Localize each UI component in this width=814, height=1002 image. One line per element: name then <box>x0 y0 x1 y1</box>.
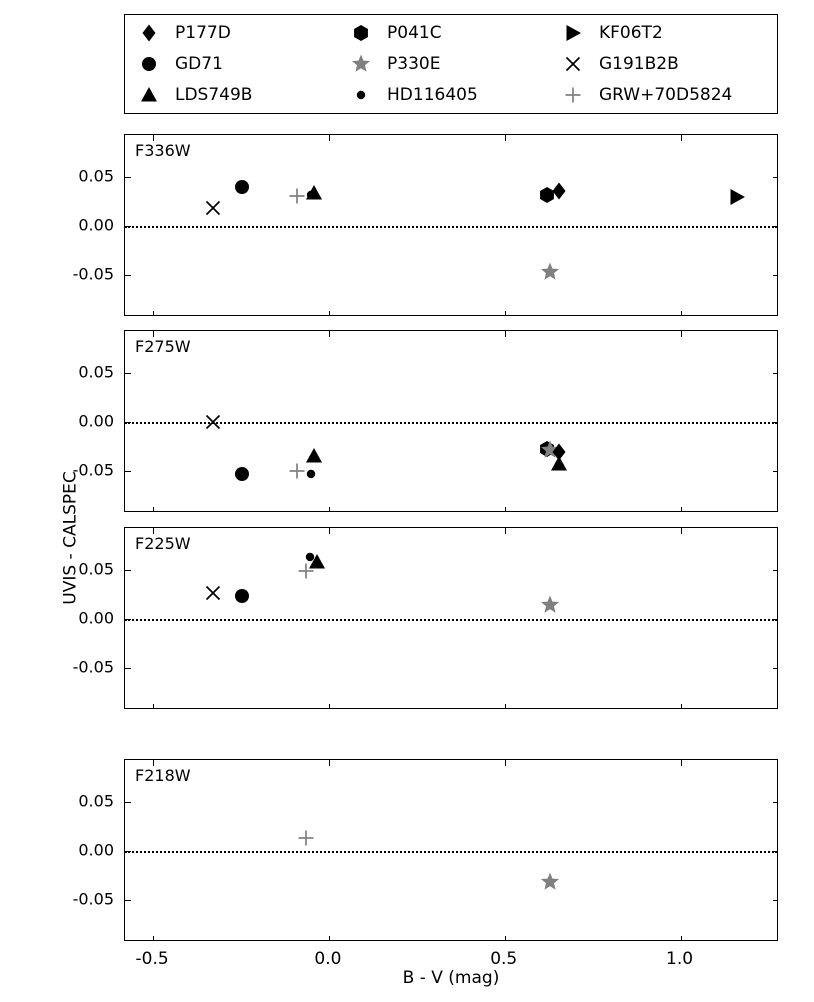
legend-label: P330E <box>387 53 441 74</box>
x-tick-mark <box>505 331 506 337</box>
x-tick-mark <box>505 311 506 315</box>
chart-panel-f336w <box>124 134 778 316</box>
legend-label: LDS749B <box>175 85 253 106</box>
x-tick-mark <box>681 936 682 940</box>
legend-entry <box>559 53 771 75</box>
y-tick-label: 0.00 <box>78 411 114 431</box>
legend-marker-hexagon-icon <box>347 22 375 44</box>
legend-label: G191B2B <box>599 53 679 74</box>
x-tick-mark <box>329 507 330 511</box>
legend-marker-circle-icon <box>135 53 163 75</box>
legend-label: HD116405 <box>387 85 478 106</box>
y-tick-mark <box>125 900 131 901</box>
y-tick-mark <box>773 373 777 374</box>
y-tick-mark <box>125 177 131 178</box>
legend-grid <box>125 15 777 113</box>
x-tick-label: 1.0 <box>666 949 694 969</box>
panel-label: F218W <box>135 766 191 785</box>
y-tick-mark <box>773 471 777 472</box>
panel-label: F225W <box>135 534 191 553</box>
x-tick-mark <box>153 311 154 315</box>
y-tick-mark <box>125 471 131 472</box>
data-point-triangle-icon <box>303 182 325 204</box>
x-tick-label: 0.0 <box>314 949 342 969</box>
y-tick-mark <box>773 802 777 803</box>
x-axis-label: B - V (mag) <box>402 968 500 988</box>
y-tick-label: 0.00 <box>78 840 114 860</box>
legend-marker-x-icon <box>559 53 587 75</box>
y-tick-label: 0.05 <box>78 166 114 186</box>
legend-label: P041C <box>387 22 442 43</box>
chart-panel-f225w <box>124 527 778 709</box>
x-tick-mark <box>681 528 682 534</box>
legend-label: KF06T2 <box>599 22 663 43</box>
x-tick-mark <box>153 507 154 511</box>
y-tick-label: -0.05 <box>72 264 114 284</box>
legend-entry <box>135 84 347 106</box>
x-tick-mark <box>329 936 330 940</box>
legend-marker-diamond-icon <box>135 22 163 44</box>
y-tick-label: 0.05 <box>78 362 114 382</box>
x-tick-mark <box>329 331 330 337</box>
data-point-circle-icon <box>231 176 253 198</box>
y-tick-label: 0.00 <box>78 608 114 628</box>
y-axis-label: UVIS - CALSPEC <box>60 471 81 605</box>
data-point-triangle-icon <box>548 453 570 475</box>
data-point-diamond-icon <box>548 180 570 202</box>
zero-reference-line <box>125 851 777 853</box>
y-tick-mark <box>125 619 131 620</box>
x-tick-label: -0.5 <box>135 949 169 969</box>
y-tick-mark <box>125 275 131 276</box>
y-tick-mark <box>773 668 777 669</box>
x-tick-mark <box>505 760 506 766</box>
data-point-x-icon <box>202 197 224 219</box>
y-tick-mark <box>125 373 131 374</box>
x-tick-mark <box>505 936 506 940</box>
chart-panel-f218w <box>124 759 778 941</box>
y-tick-mark <box>773 422 777 423</box>
panel-plot-area <box>125 331 777 511</box>
legend-marker-plus-icon <box>559 84 587 106</box>
y-tick-mark <box>773 900 777 901</box>
y-tick-mark <box>773 619 777 620</box>
y-tick-label: 0.00 <box>78 215 114 235</box>
legend-entry <box>347 22 559 44</box>
y-tick-label: -0.05 <box>72 889 114 909</box>
y-tick-mark <box>773 275 777 276</box>
legend-entry <box>135 22 347 44</box>
y-tick-mark <box>773 177 777 178</box>
data-point-right-triangle-icon <box>726 186 748 208</box>
x-tick-mark <box>153 936 154 940</box>
y-tick-mark <box>125 851 131 852</box>
x-tick-mark <box>505 704 506 708</box>
x-tick-mark <box>681 331 682 337</box>
x-tick-mark <box>505 507 506 511</box>
y-tick-mark <box>773 226 777 227</box>
panel-plot-area <box>125 135 777 315</box>
chart-panel-f275w <box>124 330 778 512</box>
x-tick-mark <box>681 704 682 708</box>
chart-legend <box>124 14 778 114</box>
legend-marker-star-icon <box>347 53 375 75</box>
y-tick-mark <box>125 226 131 227</box>
legend-entry <box>559 84 771 106</box>
y-tick-mark <box>125 422 131 423</box>
data-point-circle-icon <box>231 463 253 485</box>
legend-entry <box>135 53 347 75</box>
data-point-star-icon <box>539 871 561 893</box>
x-tick-label: 0.5 <box>490 949 518 969</box>
panel-label: F275W <box>135 337 191 356</box>
x-tick-mark <box>505 528 506 534</box>
y-tick-label: 0.05 <box>78 559 114 579</box>
y-axis-label-wrapper <box>8 128 81 948</box>
data-point-triangle-icon <box>303 445 325 467</box>
y-tick-mark <box>773 851 777 852</box>
legend-entry <box>347 53 559 75</box>
y-tick-label: -0.05 <box>72 657 114 677</box>
panel-plot-area <box>125 528 777 708</box>
data-point-star-icon <box>539 594 561 616</box>
x-tick-mark <box>329 311 330 315</box>
zero-reference-line <box>125 226 777 228</box>
y-tick-mark <box>773 570 777 571</box>
data-point-star-icon <box>539 261 561 283</box>
x-tick-mark <box>681 507 682 511</box>
x-tick-mark <box>681 135 682 141</box>
x-tick-mark <box>329 528 330 534</box>
data-point-x-icon <box>202 411 224 433</box>
data-point-x-icon <box>202 582 224 604</box>
legend-marker-right-triangle-icon <box>559 22 587 44</box>
y-tick-label: 0.05 <box>78 791 114 811</box>
data-point-small-circle-icon <box>300 463 322 485</box>
x-tick-mark <box>681 760 682 766</box>
x-tick-mark <box>681 311 682 315</box>
data-point-triangle-icon <box>306 551 328 573</box>
x-tick-mark <box>329 135 330 141</box>
x-tick-mark <box>153 704 154 708</box>
legend-entry <box>559 22 771 44</box>
legend-marker-small-circle-icon <box>347 84 375 106</box>
data-point-plus-icon <box>295 827 317 849</box>
y-tick-mark <box>125 668 131 669</box>
zero-reference-line <box>125 619 777 621</box>
y-tick-label: -0.05 <box>72 460 114 480</box>
legend-label: P177D <box>175 22 231 43</box>
x-tick-mark <box>329 760 330 766</box>
legend-entry <box>347 84 559 106</box>
panel-plot-area <box>125 760 777 940</box>
data-point-circle-icon <box>231 585 253 607</box>
x-tick-mark <box>329 704 330 708</box>
x-tick-mark <box>505 135 506 141</box>
legend-label: GD71 <box>175 53 223 74</box>
panel-label: F336W <box>135 141 191 160</box>
legend-label: GRW+70D5824 <box>599 85 733 106</box>
y-tick-mark <box>125 570 131 571</box>
legend-marker-triangle-icon <box>135 84 163 106</box>
y-tick-mark <box>125 802 131 803</box>
